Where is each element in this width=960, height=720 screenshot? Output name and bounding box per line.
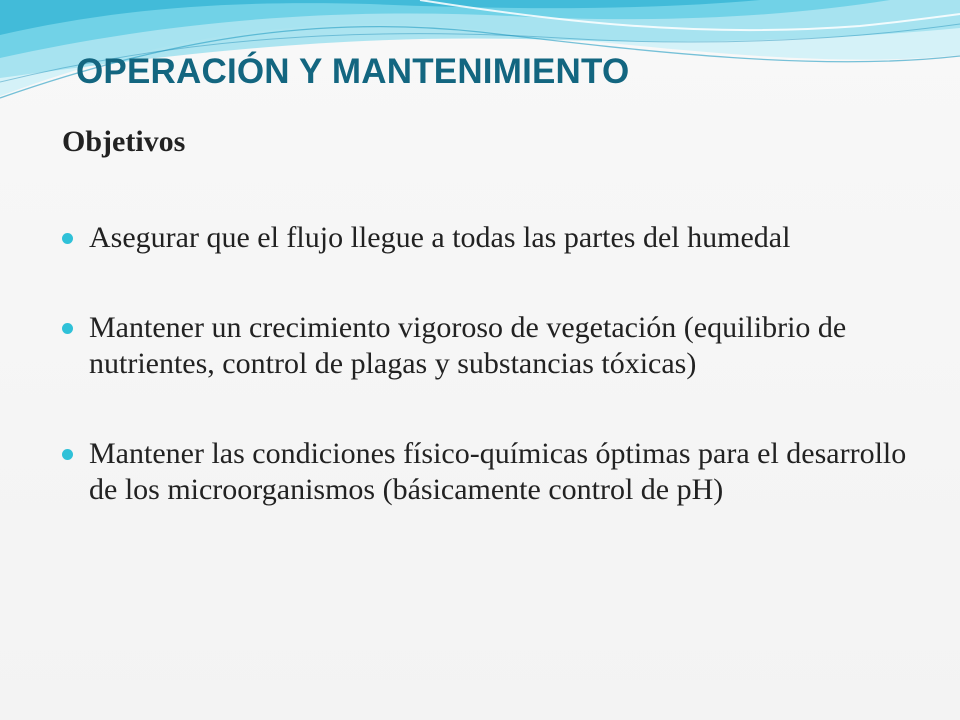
objective-item — [62, 310, 912, 382]
bullet-icon — [62, 323, 73, 334]
objective-item — [62, 436, 912, 508]
objective-item — [62, 220, 912, 256]
slide-content — [62, 122, 912, 562]
objective-text: Mantener un crecimiento vigoroso de vegetación (equilibrio de nutrientes, control de plagas y substancias tóxicas) — [89, 311, 847, 380]
slide-title: OPERACIÓN Y MANTENIMIENTO — [76, 52, 630, 91]
bullet-icon — [62, 233, 73, 244]
objectives-heading: Objetivos — [62, 125, 186, 158]
objectives-list — [62, 220, 912, 508]
bullet-icon — [62, 449, 73, 460]
objective-text: Asegurar que el flujo llegue a todas las partes del humedal — [89, 221, 791, 254]
objective-text: Mantener las condiciones físico-químicas óptimas para el desarrollo de los microorganismos (básicamente control de pH) — [89, 437, 907, 506]
